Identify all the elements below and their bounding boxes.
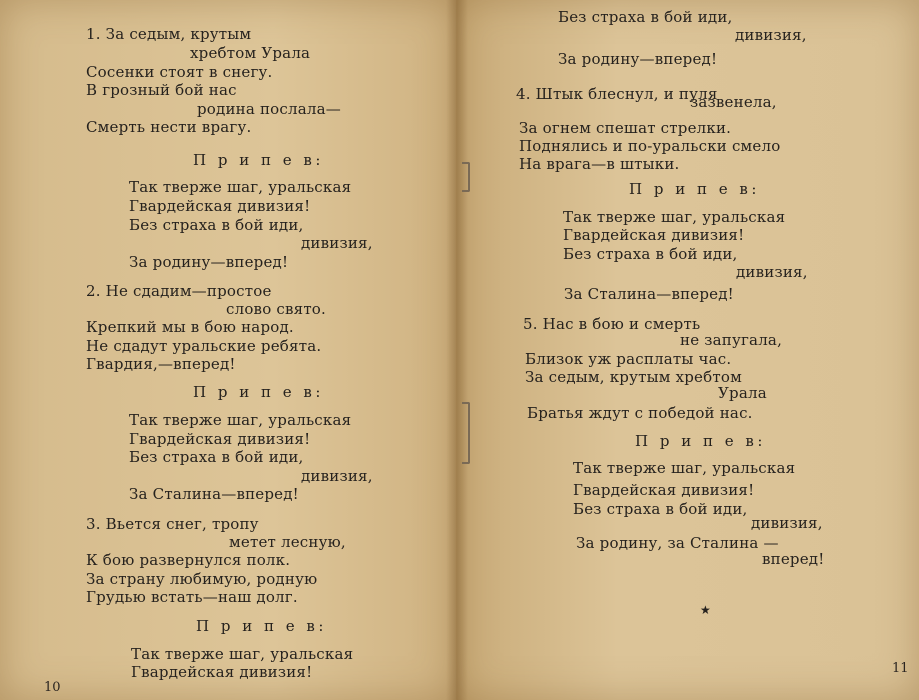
verse-5-line-2: не запугала, [680,331,783,349]
verse-5-line-4: За седым, крутым хребтом [525,368,742,386]
refrain-heading: П р и п е в: [196,617,327,635]
staple-icon [462,402,470,464]
verse-2-line-3: Крепкий мы в бою народ. [86,318,294,336]
refrain-line: дивизия, [735,26,807,44]
star-icon: ★ [700,603,711,617]
verse-2-line-5: Гвардия,—вперед! [86,355,236,373]
verse-5-line-6: Братья ждут с победой нас. [527,404,753,422]
refrain-line: Гвардейская дивизия! [129,197,311,215]
refrain-line: Гвардейская дивизия! [129,430,311,448]
refrain-line: Без страха в бой иди, [129,216,304,234]
refrain-line: Без страха в бой иди, [573,500,748,518]
refrain-heading: П р и п е в: [629,180,760,198]
refrain-line: Так тверже шаг, уральская [573,459,796,477]
refrain-line: дивизия, [751,514,823,532]
verse-3-line-3: К бою развернулся полк. [86,551,291,569]
refrain-line: вперед! [762,550,825,568]
refrain-line: Без страха в бой иди, [129,448,304,466]
refrain-heading: П р и п е в: [193,151,324,169]
verse-4-line-4: Поднялись и по-уральски смело [519,137,781,155]
refrain-line: Так тверже шаг, уральская [129,178,352,196]
verse-5-line-1: 5. Нас в бою и смерть [523,315,701,333]
refrain-line: дивизия, [301,467,373,485]
verse-2-line-2: слово свято. [226,300,327,318]
verse-1-line-4: В грозный бой нас [86,81,237,99]
verse-4-line-3: За огнем спешат стрелки. [519,119,732,137]
right-page [456,0,919,700]
refrain-line: За Сталина—вперед! [129,485,299,503]
verse-1-line-5: родина послала— [197,100,341,118]
book-gutter [446,0,468,700]
verse-1-line-3: Сосенки стоят в снегу. [86,63,273,81]
verse-3-line-4: За страну любимую, родную [86,570,318,588]
refrain-heading: П р и п е в: [635,432,766,450]
refrain-line: Так тверже шаг, уральская [131,645,354,663]
verse-5-line-3: Близок уж расплаты час. [525,350,732,368]
refrain-line: За родину—вперед! [558,50,718,68]
refrain-line: Так тверже шаг, уральская [563,208,786,226]
staple-icon [462,162,470,192]
verse-3-line-2: метет лесную, [229,533,346,551]
refrain-line: За Сталина—вперед! [564,285,734,303]
refrain-line: За родину—вперед! [129,253,289,271]
verse-5-line-5: Урала [718,384,767,402]
left-page [0,0,456,700]
refrain-line: Без страха в бой иди, [558,8,733,26]
verse-1-line-6: Смерть нести врагу. [86,118,252,136]
page-number-left: 10 [44,680,61,695]
refrain-line: За родину, за Сталина — [576,534,779,552]
verse-4-line-2: зазвенела, [690,93,777,111]
refrain-line: дивизия, [736,263,808,281]
verse-4-line-1: 4. Штык блеснул, и пуля [516,85,718,103]
verse-2-line-4: Не сдадут уральские ребята. [86,337,322,355]
verse-3-line-5: Грудью встать—наш долг. [86,588,298,606]
refrain-line: Гвардейская дивизия! [573,481,755,499]
refrain-line: Гвардейская дивизия! [131,663,313,681]
verse-4-line-5: На врага—в штыки. [519,155,680,173]
refrain-line: Гвардейская дивизия! [563,226,745,244]
verse-2-line-1: 2. Не сдадим—простое [86,282,272,300]
refrain-line: Без страха в бой иди, [563,245,738,263]
verse-1-line-1: 1. За седым, крутым [86,25,252,43]
refrain-line: Так тверже шаг, уральская [129,411,352,429]
refrain-line: дивизия, [301,234,373,252]
verse-1-line-2: хребтом Урала [190,44,311,62]
refrain-heading: П р и п е в: [193,383,324,401]
verse-3-line-1: 3. Вьется снег, тропу [86,515,259,533]
page-number-right: 11 [892,661,909,676]
